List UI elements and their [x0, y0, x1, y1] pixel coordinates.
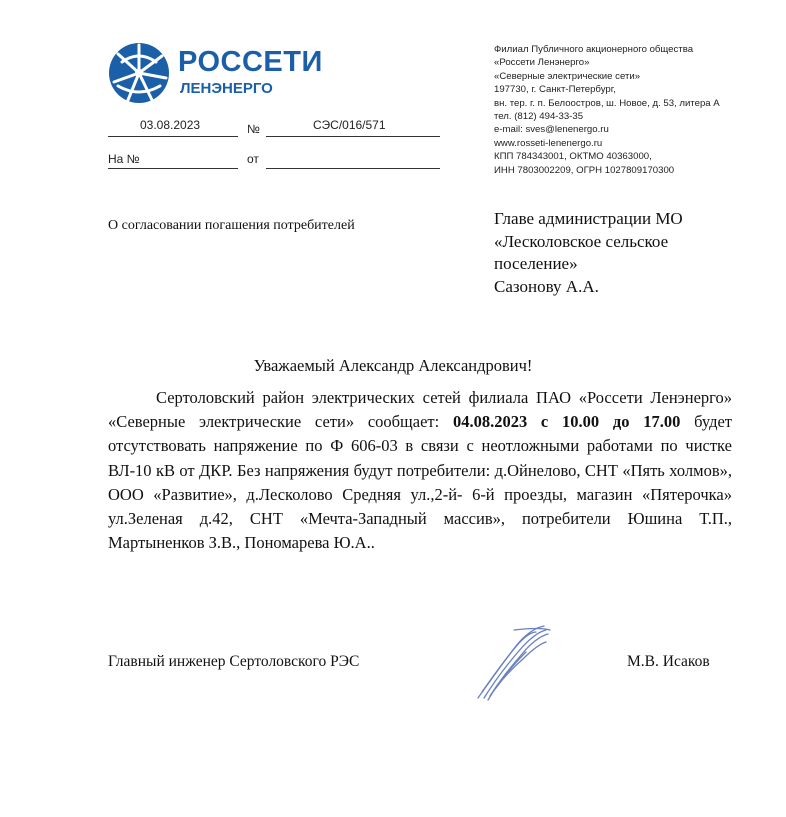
from-underline	[266, 168, 440, 169]
sender-line: «Россети Ленэнерго»	[494, 57, 590, 69]
sender-line: ИНН 7803002209, ОГРН 1027809170300	[494, 164, 675, 176]
outgoing-date: 03.08.2023	[140, 118, 201, 132]
sender-line: e-mail: sves@lenenergo.ru	[494, 124, 609, 136]
recipient-block	[494, 208, 784, 298]
company-logo	[108, 42, 323, 102]
signer-name: М.В. Исаков	[627, 653, 710, 670]
sender-line: Филиал Публичного акционерного общества	[494, 44, 694, 55]
recipient-line: поселение»	[494, 254, 578, 273]
body-rest: будет отсутствовать напряжение по Ф 606-03 в связи с неотложными работами по чистке ВЛ-10 кВ от ДКР. Без напряжения будут потребители: д.Ойнелово, СНТ «Пять холмов», ООО «Развитие», д.Лесколово Средняя ул.,2-й- 6-й проезды, магазин «Пятерочка» ул.Зеленая д.42, СНТ «Мечта-Западный массив», потребители Юшина Т.П., Мартыненков З.В., Пономарева Ю.А..	[108, 412, 733, 553]
sender-line: вн. тер. г. п. Белоостров, ш. Новое, д. 53, литера А	[494, 97, 720, 109]
recipient-line: Главе администрации МО	[494, 209, 683, 228]
logo-name: РОССЕТИ	[178, 46, 323, 78]
rosseti-logo-icon	[108, 42, 170, 104]
outage-time: 04.08.2023 с 10.00 до 17.00	[452, 412, 681, 432]
logo-subtitle: ЛЕНЭНЕРГО	[180, 80, 273, 97]
sender-line: КПП 784343001, ОКТМО 40363000,	[494, 151, 652, 163]
letter-subject: О согласовании погашения потребителей	[108, 218, 355, 233]
sender-details	[494, 43, 779, 177]
sender-line: www.rosseti-lenenergo.ru	[494, 137, 603, 149]
outgoing-number: СЭС/016/571	[313, 118, 386, 132]
recipient-line: «Лесколовское сельское	[494, 231, 669, 251]
letter-body	[108, 386, 732, 555]
body-intro: Сертоловский район электрических сетей филиала ПАО «Россети Ленэнерго» «Северные электрические сети» сообщает:	[108, 388, 732, 432]
number-label: №	[247, 122, 260, 136]
signer-position: Главный инженер Сертоловского РЭС	[108, 653, 360, 670]
date-underline	[108, 136, 238, 137]
sender-line: 197730, г. Санкт-Петербург,	[494, 84, 616, 96]
sender-line: тел. (812) 494-33-35	[494, 111, 584, 123]
handwritten-signature	[474, 622, 554, 707]
sender-line: «Северные электрические сети»	[494, 70, 641, 82]
recipient-line: Сазонову А.А.	[494, 276, 599, 296]
reference-label: На №	[108, 152, 140, 166]
reference-underline	[108, 168, 238, 169]
greeting: Уважаемый Александр Александрович!	[253, 356, 533, 375]
from-label: от	[247, 152, 259, 166]
number-underline	[266, 136, 440, 137]
